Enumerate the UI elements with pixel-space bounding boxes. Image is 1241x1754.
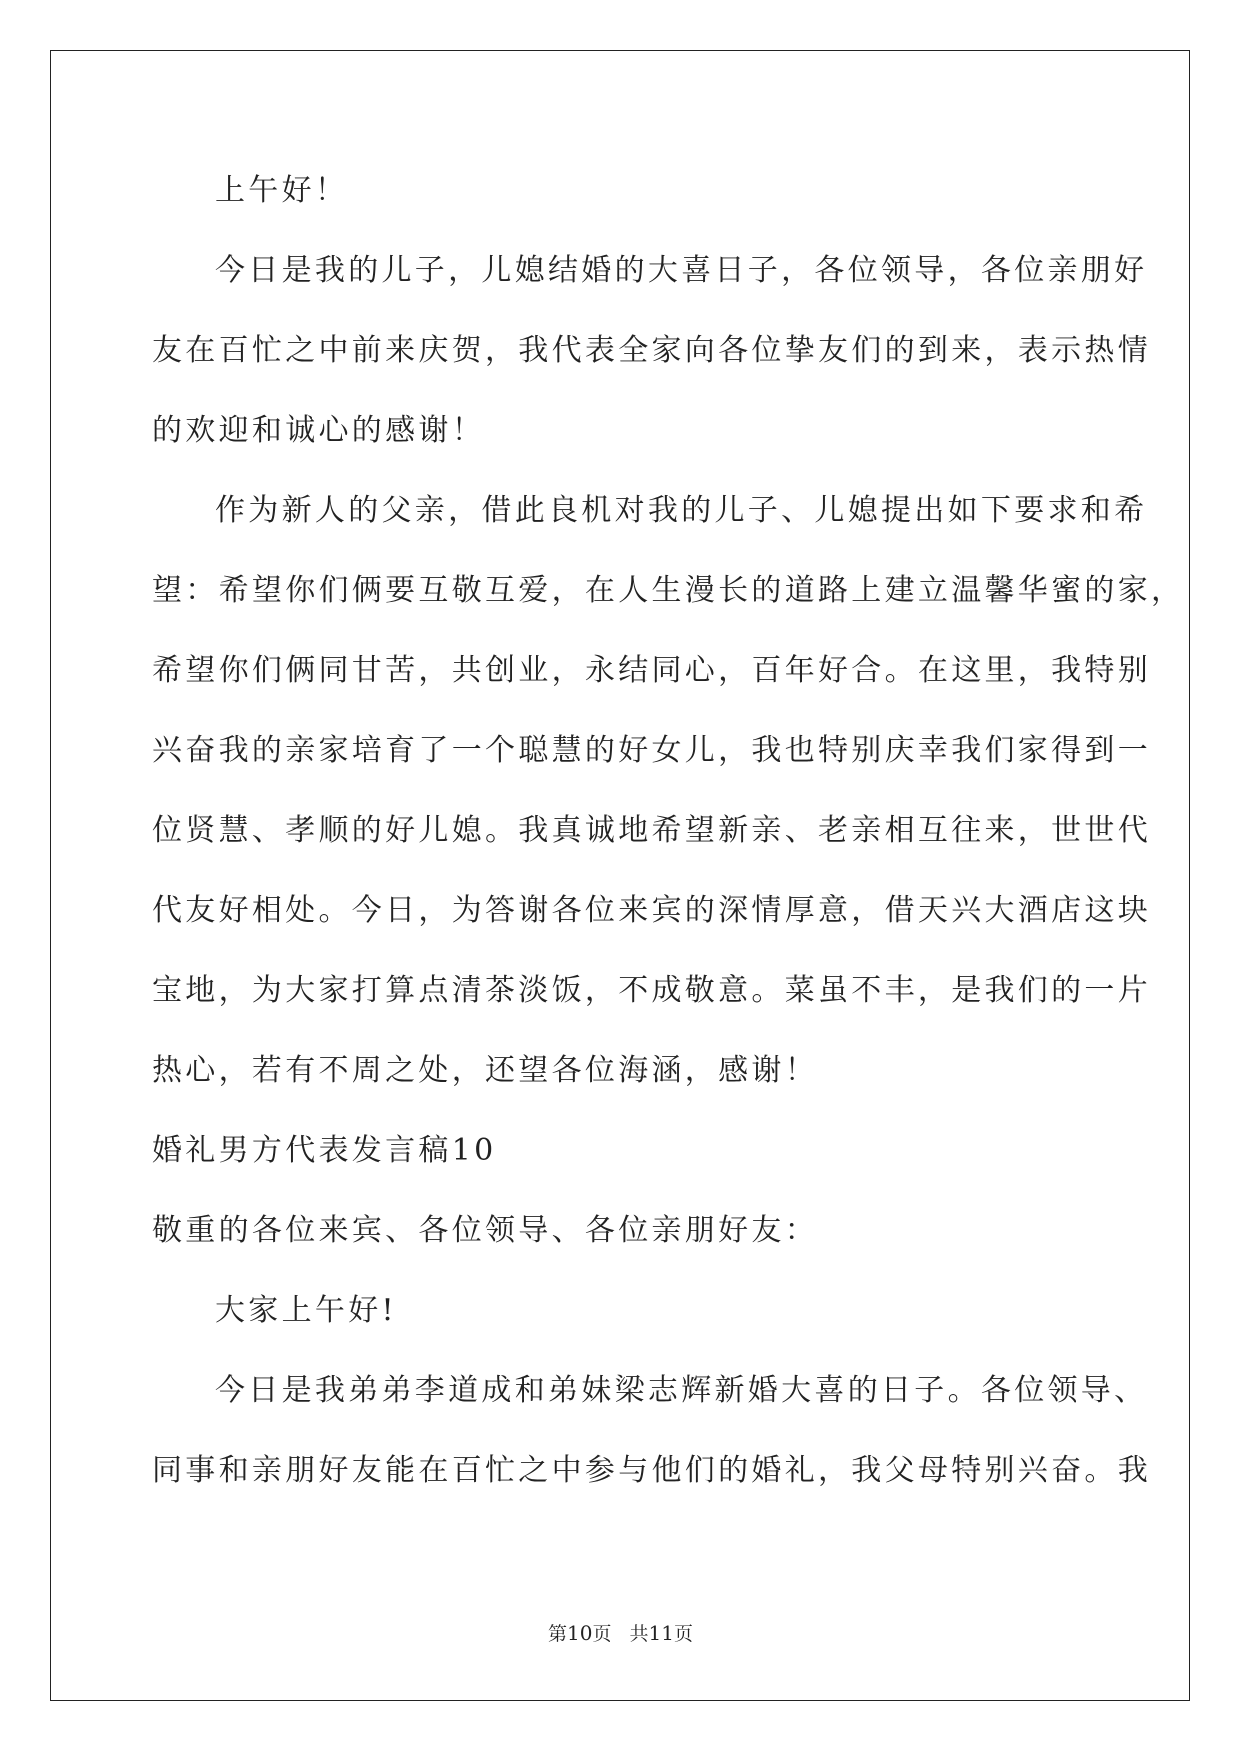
paragraph-line: 热心，若有不周之处，还望各位海涵，感谢！ — [152, 1053, 818, 1088]
paragraph-line: 位贤慧、孝顺的好儿媳。我真诚地希望新亲、老亲相互往来，世世代 — [152, 813, 1151, 848]
paragraph-line: 今日是我弟弟李道成和弟妹梁志辉新婚大喜的日子。各位领导、 — [215, 1373, 1148, 1408]
salutation-line: 敬重的各位来宾、各位领导、各位亲朋好友： — [152, 1213, 818, 1248]
paragraph-line: 今日是我的儿子，儿媳结婚的大喜日子，各位领导，各位亲朋好 — [215, 253, 1148, 288]
section-heading: 婚礼男方代表发言稿10 — [152, 1133, 497, 1168]
page-prefix: 第 — [548, 1623, 568, 1645]
greeting-line: 上午好！ — [215, 173, 349, 208]
paragraph-line: 的欢迎和诚心的感谢！ — [152, 413, 485, 448]
page-suffix: 页 — [592, 1623, 612, 1645]
total-suffix: 页 — [673, 1623, 693, 1645]
page-footer — [0, 1621, 1241, 1646]
paragraph-line: 望：希望你们俩要互敬互爱，在人生漫长的道路上建立温馨华蜜的家， — [152, 573, 1185, 608]
paragraph-line: 同事和亲朋好友能在百忙之中参与他们的婚礼，我父母特别兴奋。我 — [152, 1453, 1151, 1488]
paragraph-line: 作为新人的父亲，借此良机对我的儿子、儿媳提出如下要求和希 — [215, 493, 1148, 528]
paragraph-line: 代友好相处。今日，为答谢各位来宾的深情厚意，借天兴大酒店这块 — [152, 893, 1151, 928]
paragraph-line: 宝地，为大家打算点清茶淡饭，不成敬意。菜虽不丰，是我们的一片 — [152, 973, 1151, 1008]
greeting-line: 大家上午好! — [215, 1293, 397, 1328]
page-current: 10 — [567, 1621, 593, 1645]
page-total: 11 — [648, 1621, 674, 1645]
paragraph-line: 兴奋我的亲家培育了一个聪慧的好女儿，我也特别庆幸我们家得到一 — [152, 733, 1151, 768]
total-prefix: 共 — [629, 1623, 649, 1645]
paragraph-line: 希望你们俩同甘苦，共创业，永结同心，百年好合。在这里，我特别 — [152, 653, 1151, 688]
paragraph-line: 友在百忙之中前来庆贺，我代表全家向各位挚友们的到来，表示热情 — [152, 333, 1151, 368]
